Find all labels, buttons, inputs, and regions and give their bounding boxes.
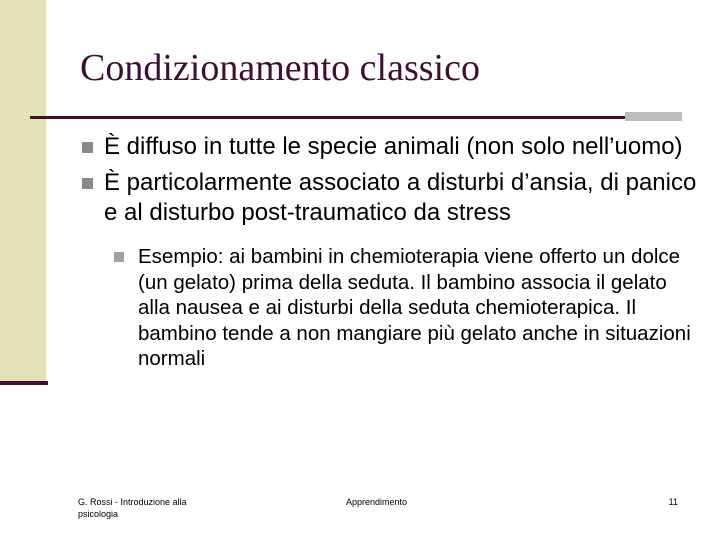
- left-accent-band: [0, 0, 46, 383]
- title-divider: [30, 116, 680, 119]
- left-accent-line: [0, 381, 48, 385]
- bullet-item-1: [80, 132, 700, 162]
- bullet-text-2: È particolarmente associato a disturbi d’ansia, di panico e al disturbo post-traumatico da stress: [104, 169, 697, 226]
- page-number: 11: [668, 497, 678, 507]
- sub-bullet-text: Esempio: ai bambini in chemioterapia viene offerto un dolce (un gelato) prima della seduta. Il bambino associa il gelato alla nausea e ai disturbi della seduta chemioterapica. Il bambino tende a non mangiare più gelato anche in situazioni normali: [138, 245, 691, 370]
- square-sub-bullet-icon: [114, 252, 124, 262]
- bullet-text-1: È diffuso in tutte le specie animali (non solo nell’uomo): [104, 133, 683, 160]
- slide-content: [80, 132, 700, 372]
- square-bullet-icon: [82, 142, 93, 153]
- footer-author: G. Rossi - Introduzione alla psicologia: [78, 497, 187, 519]
- sub-bullet-item: [110, 244, 698, 372]
- slide-title: Condizionamento classico: [80, 47, 480, 89]
- footer-topic: Apprendimento: [346, 497, 408, 507]
- bullet-item-2: [80, 168, 700, 228]
- square-bullet-icon: [82, 178, 93, 189]
- title-divider-accent: [625, 112, 682, 121]
